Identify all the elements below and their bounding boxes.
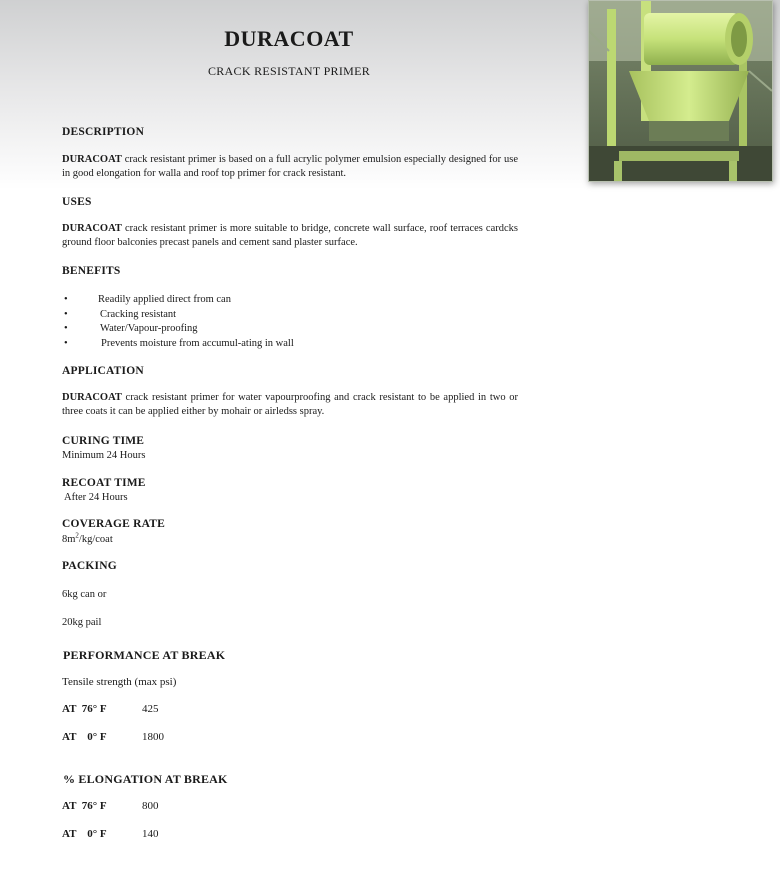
application-body: crack resistant primer for water vapourproofing and crack resistant to be applied in two or three coats it can be applied either by mohair or airledss spray. bbox=[62, 392, 518, 417]
elongation-row-value: 140 bbox=[142, 828, 159, 840]
description-brand: DURACOAT bbox=[62, 154, 122, 165]
uses-brand: DURACOAT bbox=[62, 223, 122, 234]
performance-row-label: AT 0° F bbox=[62, 731, 107, 743]
elongation-row-label: AT 0° F bbox=[62, 828, 107, 840]
application-heading: APPLICATION bbox=[62, 365, 144, 377]
curing-value: Minimum 24 Hours bbox=[62, 450, 146, 461]
uses-body: crack resistant primer is more suitable to bridge, concrete wall surface, roof terraces cardcks ground floor balconies precast panels and cement sand plaster surface. bbox=[62, 223, 518, 248]
coverage-heading: COVERAGE RATE bbox=[62, 518, 166, 530]
machinery-illustration bbox=[589, 1, 772, 181]
description-text bbox=[62, 153, 518, 181]
bullet-icon: • bbox=[64, 337, 68, 349]
packing-item: 6kg can or bbox=[62, 589, 107, 600]
description-heading: DESCRIPTION bbox=[62, 126, 145, 138]
recoat-value: After 24 Hours bbox=[64, 492, 128, 503]
performance-row-label: AT 76° F bbox=[62, 703, 107, 715]
performance-row-value: 425 bbox=[142, 703, 159, 715]
performance-row-value: 1800 bbox=[142, 731, 164, 743]
application-brand: DURACOAT bbox=[62, 392, 122, 403]
uses-text bbox=[62, 222, 518, 250]
tensile-subheading: Tensile strength (max psi) bbox=[62, 676, 177, 688]
packing-item: 20kg pail bbox=[62, 617, 102, 628]
coverage-value: $8m^2/kg$/coat bbox=[62, 531, 113, 545]
performance-heading: PERFORMANCE AT BREAK bbox=[63, 648, 226, 662]
document-page: DURACOAT CRACK RESISTANT PRIMER DESCRIPTION DURACOAT crack resistant primer is based on a full acrylic polymer emulsion especially designed for use in good elongation for walla and roof top primer for crack resistant. USES DURACOAT crack resistant primer is more suitable to bridge, concrete wall surface, roof terraces cardcks ground floor balconies precast panels and cement sand plaster surface. BENEFITS • Readily applied direct from can • Cracking resistant • Water/Vapour-proofing • Prevents moisture from accumul-ating in wall APPLICATION DURACOAT crack resistant primer for water vapourproofing and crack resistant to be applied in two or three coats it can be applied either by mohair or airledss spray. CURING TIME Minimum 24 Hours RECOAT TIME After 24 Hours COVERAGE RATE $8m^2/kg$/coat PACKING 6kg can or 20kg pail PERFORMANCE AT BREAK Tensile strength (max psi) AT 76° F 425 AT 0° F 1800 % ELONGATION AT BREAK AT 76° F 800 AT 0° F 140 bbox=[0, 0, 780, 875]
bullet-icon: • bbox=[64, 308, 68, 320]
packing-heading: PACKING bbox=[62, 560, 117, 572]
machinery-photo bbox=[588, 0, 773, 182]
bullet-icon: • bbox=[64, 294, 68, 305]
description-body: crack resistant primer is based on a full acrylic polymer emulsion especially designed for use in good elongation for walla and roof top primer for crack resistant. bbox=[62, 154, 518, 179]
curing-heading: CURING TIME bbox=[62, 435, 145, 447]
elongation-heading: % ELONGATION AT BREAK bbox=[63, 772, 228, 786]
product-subtitle: CRACK RESISTANT PRIMER bbox=[207, 64, 371, 78]
elongation-row-value: 800 bbox=[142, 800, 159, 812]
product-title: DURACOAT bbox=[224, 26, 354, 51]
recoat-heading: RECOAT TIME bbox=[62, 477, 146, 489]
benefits-heading: BENEFITS bbox=[62, 265, 121, 277]
application-text bbox=[62, 391, 518, 419]
elongation-row-label: AT 76° F bbox=[62, 800, 107, 812]
bullet-icon: • bbox=[64, 323, 68, 334]
uses-heading: USES bbox=[62, 196, 92, 208]
